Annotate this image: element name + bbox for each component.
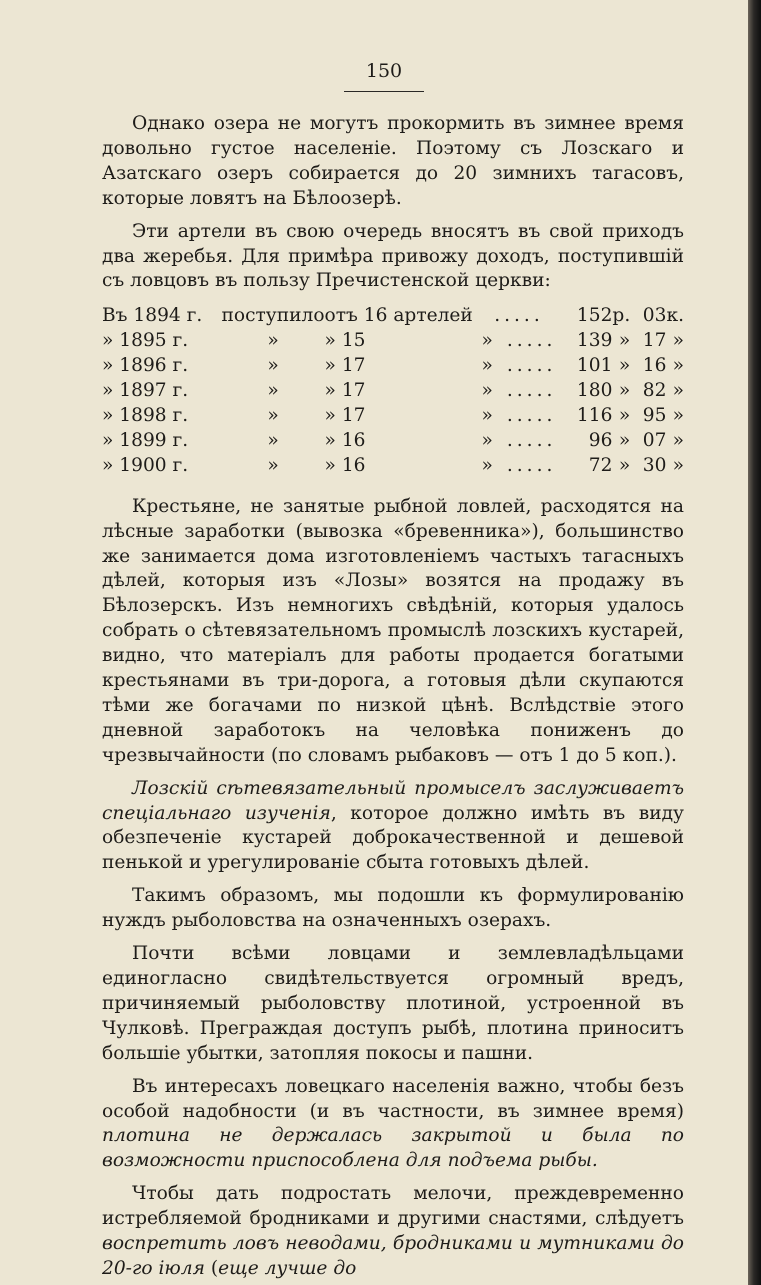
cell-kop: 16 — [642, 355, 667, 377]
cell-count: » 16 — [324, 429, 366, 451]
cell-rub-unit: » — [618, 355, 631, 377]
cell-rub: 72 — [588, 454, 613, 476]
cell-year: » 1895 г. — [102, 330, 189, 352]
table-row — [102, 379, 684, 404]
paragraph-artels: Эти артели въ свою очередь вносятъ въ свой приходъ два жеребья. Для примѣра привожу доходъ, поступившій съ ловцовъ въ пользу Пречистенской церкви: — [102, 220, 684, 292]
cell-year: » 1896 г. — [102, 355, 189, 377]
table-row — [102, 354, 684, 379]
cell-dots: » ..... — [481, 355, 557, 377]
text-fry-2: ( — [204, 1257, 219, 1279]
paragraph-thus: Такимъ образомъ, мы подошли къ формулированію нуждъ рыболовства на означенныхъ озерахъ. — [102, 885, 684, 932]
cell-mid: » — [267, 404, 279, 426]
cell-kop-unit: » — [672, 404, 684, 426]
cell-dots: » ..... — [481, 429, 557, 451]
cell-kop: 95 — [642, 404, 667, 426]
cell-kop: 82 — [642, 380, 667, 402]
table-row — [102, 404, 684, 429]
cell-dots: » ..... — [481, 380, 557, 402]
cell-rub: 180 — [576, 380, 613, 402]
paragraph-fry — [102, 1182, 684, 1282]
paragraph-lakes: Однако озера не могутъ прокормить въ зимнее время довольно густое населеніе. Поэтому съ Лозскаго и Азатскаго озеръ собирается до 20 зимнихъ тагасовъ, которые ловятъ на Бѣлоозерѣ. — [102, 113, 684, 209]
cell-year: » 1897 г. — [102, 380, 189, 402]
page-number: 150 — [365, 60, 403, 82]
text-lozsky-rest: , которое должно имѣть въ виду обезпеченіе кустарей доброкачественной и дешевой пенькой и урегулированіе сбыта готовыхъ дѣлей. — [102, 802, 684, 874]
cell-rub-unit: » — [618, 330, 631, 352]
cell-count: » 17 — [324, 355, 366, 377]
table-row — [102, 429, 684, 454]
emphasis-dam: плотина не держалась закрытой и была по возможности приспособлена для подъема рыбы. — [102, 1125, 684, 1172]
cell-year: » 1899 г. — [102, 429, 189, 451]
table-row — [102, 454, 684, 479]
paragraph-peasants: Крестьяне, не занятые рыбной ловлей, расходятся на лѣсные заработки (вывозка «бревенника»), большинство же занимается дома изготовленіемъ частыхъ тагасныхъ дѣлей, которыя изъ «Лозы» возятся на продажу въ Бѣлозерскъ. Изъ немногихъ свѣдѣній, которыя удалось собрать о сѣтевязательномъ промыслѣ лозскихъ кустарей, видно, что матеріалъ для работы продается богатыми крестьянами въ три-дорога, а готовыя дѣли скупаются тѣми же богачами по низкой цѣнѣ. Вслѣдствіе этого дневной заработокъ на человѣка пониженъ до чрезвычайности (по словамъ рыбаковъ — отъ 1 до 5 коп.). — [102, 495, 684, 766]
cell-kop-unit: » — [672, 355, 684, 377]
cell-kop-unit: » — [672, 380, 684, 402]
emphasis-fry-2: еще лучше до — [218, 1257, 357, 1279]
cell-rub-unit: р. — [612, 305, 631, 327]
cell-rub-unit: » — [618, 429, 631, 451]
cell-count: » 16 — [324, 454, 366, 476]
cell-kop-unit: » — [672, 454, 684, 476]
emphasis-lozsky: Лозскій сѣтевязательный промыселъ заслуживаетъ спеціальнаго изученія — [102, 777, 684, 824]
body-text — [102, 112, 684, 1282]
cell-mid: » — [267, 380, 279, 402]
cell-dots: » ..... — [481, 330, 557, 352]
cell-rub: 116 — [576, 404, 613, 426]
paragraph-lozsky — [102, 777, 684, 877]
paragraph-dam: Почти всѣми ловцами и землевладѣльцами единогласно свидѣтельствуется огромный вредъ, причиняемый рыболовству плотиной, устроенной въ Чулковѣ. Преграждая доступъ рыбѣ, плотина приноситъ большіе убытки, затопляя покосы и пашни. — [102, 943, 684, 1064]
cell-dots: » ..... — [481, 454, 557, 476]
text-interests: Въ интересахъ ловецкаго населенія важно, чтобы безъ особой надобности (и въ частности, въ зимнее время) — [102, 1075, 684, 1122]
paragraph-interests — [102, 1075, 684, 1175]
cell-mid: » — [267, 355, 279, 377]
cell-year: Въ 1894 г. — [102, 305, 203, 327]
cell-mid: » — [267, 330, 279, 352]
cell-kop-unit: » — [672, 330, 684, 352]
cell-rub: 139 — [576, 330, 613, 352]
cell-kop: 17 — [642, 330, 667, 352]
cell-kop: 30 — [642, 454, 667, 476]
cell-kop-unit: к. — [666, 305, 684, 327]
cell-year: » 1900 г. — [102, 454, 189, 476]
cell-rub: 152 — [576, 305, 613, 327]
page-edge — [748, 0, 761, 1285]
income-table — [102, 304, 684, 478]
table-row — [102, 304, 684, 329]
cell-kop: 03 — [642, 305, 667, 327]
cell-count: » 17 — [324, 380, 366, 402]
cell-mid: » — [267, 454, 279, 476]
cell-count: отъ 16 артелей — [324, 305, 473, 327]
cell-kop-unit: » — [672, 429, 684, 451]
cell-mid: поступило — [221, 305, 325, 327]
table-row — [102, 329, 684, 354]
cell-rub-unit: » — [618, 380, 631, 402]
cell-dots: » ..... — [481, 404, 557, 426]
cell-rub-unit: » — [618, 454, 631, 476]
cell-year: » 1898 г. — [102, 404, 189, 426]
cell-rub: 101 — [576, 355, 613, 377]
cell-count: » 15 — [324, 330, 366, 352]
cell-kop: 07 — [642, 429, 667, 451]
cell-mid: » — [267, 429, 279, 451]
text-fry-1: Чтобы дать подростать мелочи, преждевременно истребляемой бродниками и другими снастями, слѣдуетъ — [102, 1183, 684, 1230]
cell-rub-unit: » — [618, 404, 631, 426]
cell-count: » 17 — [324, 404, 366, 426]
header-rule — [344, 91, 424, 92]
cell-dots: ..... — [494, 305, 544, 327]
emphasis-fry-1: воспретить ловъ неводами, бродниками и мутниками до 20-го іюля — [102, 1233, 684, 1279]
cell-rub: 96 — [588, 429, 613, 451]
